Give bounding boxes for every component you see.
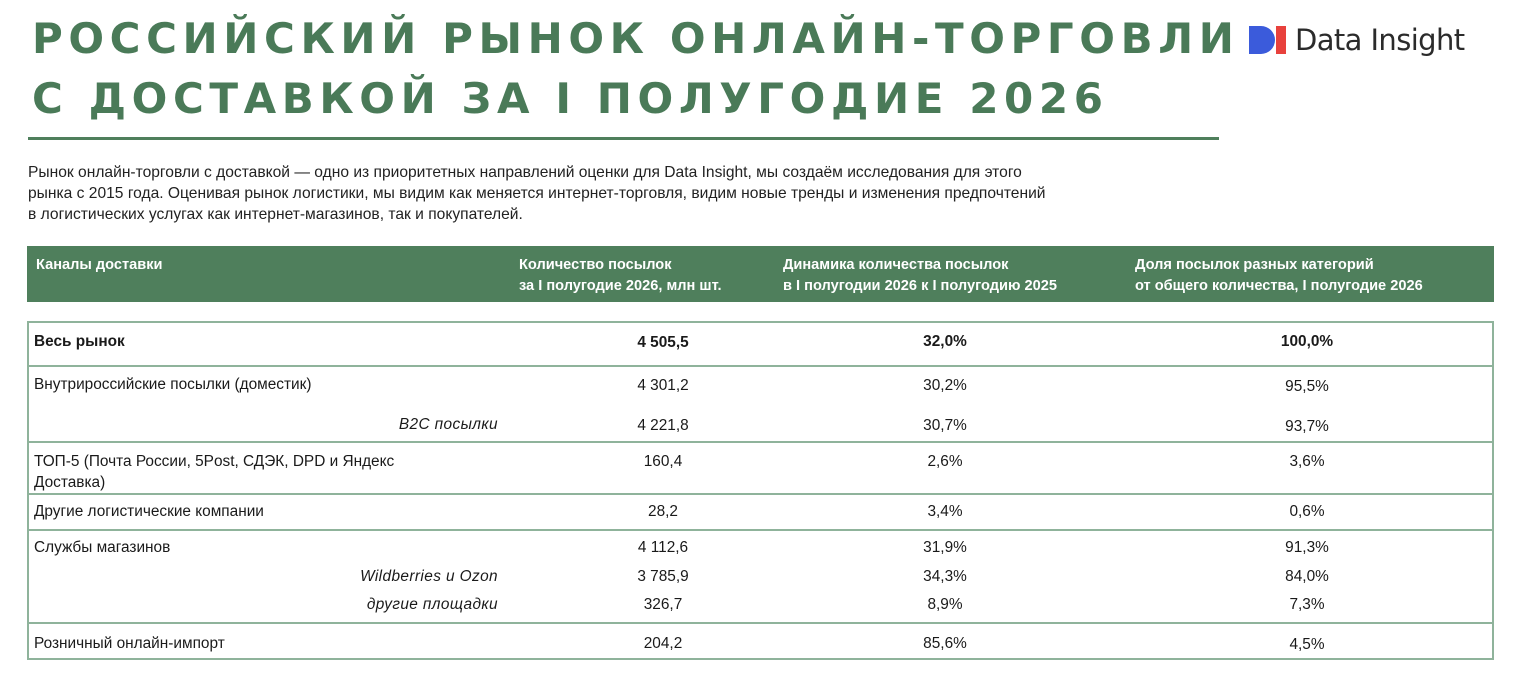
row-growth: 2,6%: [927, 453, 963, 470]
table-header: [27, 246, 1494, 302]
title-divider: [28, 137, 1219, 140]
table-row-import: [29, 624, 1492, 658]
row-sublabel: Wildberries и Ozon: [360, 568, 498, 585]
data-table: [27, 321, 1494, 660]
row-growth: 8,9%: [927, 596, 963, 613]
row-label: Розничный онлайн-импорт: [34, 635, 225, 652]
row-count: 3 785,9: [637, 568, 689, 585]
table-row-domestic: [29, 367, 1492, 443]
header-count-line2: за I полугодие 2026, млн шт.: [519, 278, 722, 294]
page-title-line-1: РОССИЙСКИЙ РЫНОК ОНЛАЙН-ТОРГОВЛИ: [32, 14, 1240, 63]
header-growth-line1: Динамика количества посылок: [783, 257, 1009, 273]
row-count: 28,2: [648, 503, 678, 520]
row-label: Службы магазинов: [34, 539, 171, 556]
data-insight-logo: [1249, 22, 1465, 58]
row-share: 95,5%: [1285, 378, 1329, 395]
row-count: 4 221,8: [637, 417, 689, 434]
header-channels: Каналы доставки: [36, 257, 163, 273]
row-sublabel: другие площадки: [366, 596, 498, 613]
table-row-other-logistics: [29, 495, 1492, 531]
page-title-line-2: С ДОСТАВКОЙ ЗА I ПОЛУГОДИЕ 2026: [32, 74, 1109, 123]
intro-line: Рынок онлайн-торговли с доставкой — одно из приоритетных направлений оценки для Data Insight, мы создаём исследования для этого: [28, 164, 1022, 181]
intro-line: рынка с 2015 года. Оценивая рынок логистики, мы видим как меняется интернет-торговля, видим новые тренды и изменения предпочтений: [28, 185, 1046, 202]
row-count: 4 301,2: [637, 377, 689, 394]
row-share: 0,6%: [1289, 503, 1325, 520]
data-insight-logo-icon: [1249, 26, 1287, 54]
row-share: 91,3%: [1285, 539, 1329, 556]
header-count: [519, 255, 722, 297]
logo-text: Data Insight: [1295, 23, 1465, 57]
row-growth: 31,9%: [923, 539, 967, 556]
table-row-total: [29, 323, 1492, 367]
row-label: Внутрироссийские посылки (доместик): [34, 376, 312, 393]
row-share: 84,0%: [1285, 568, 1329, 585]
header-growth: [783, 255, 1057, 297]
row-share: 7,3%: [1289, 596, 1325, 613]
header-share-line1: Доля посылок разных категорий: [1135, 257, 1374, 273]
header-share-line2: от общего количества, I полугодие 2026: [1135, 278, 1423, 294]
row-growth: 32,0%: [923, 333, 967, 350]
row-share: 100,0%: [1280, 333, 1334, 350]
header-count-line1: Количество посылок: [519, 257, 672, 273]
row-label-line1: ТОП-5 (Почта России, 5Post, СДЭК, DPD и Яндекс: [34, 453, 395, 470]
row-count: 326,7: [643, 596, 683, 613]
row-count: 4 505,5: [637, 334, 689, 351]
row-label-line2: Доставка): [34, 474, 106, 491]
row-count: 4 112,6: [637, 539, 689, 556]
row-label: [34, 451, 394, 493]
header-share: [1135, 255, 1423, 297]
intro-paragraph: [28, 162, 1228, 225]
row-count: 160,4: [643, 453, 683, 470]
row-label: Весь рынок: [34, 333, 125, 350]
table-row-shop-services: [29, 531, 1492, 624]
header-growth-line2: в I полугодии 2026 к I полугодию 2025: [783, 278, 1057, 294]
row-growth: 30,7%: [923, 417, 967, 434]
row-share: 93,7%: [1285, 418, 1329, 435]
row-growth: 85,6%: [923, 635, 967, 652]
row-growth: 34,3%: [923, 568, 967, 585]
row-count: 204,2: [643, 635, 683, 652]
row-share: 3,6%: [1289, 453, 1325, 470]
row-growth: 30,2%: [923, 377, 967, 394]
row-label: Другие логистические компании: [34, 503, 264, 520]
row-growth: 3,4%: [927, 503, 963, 520]
row-share: 4,5%: [1289, 636, 1325, 653]
table-row-top5: [29, 443, 1492, 495]
intro-line: в логистических услугах как интернет-магазинов, так и покупателей.: [28, 206, 523, 223]
row-sublabel: B2C посылки: [398, 416, 498, 433]
